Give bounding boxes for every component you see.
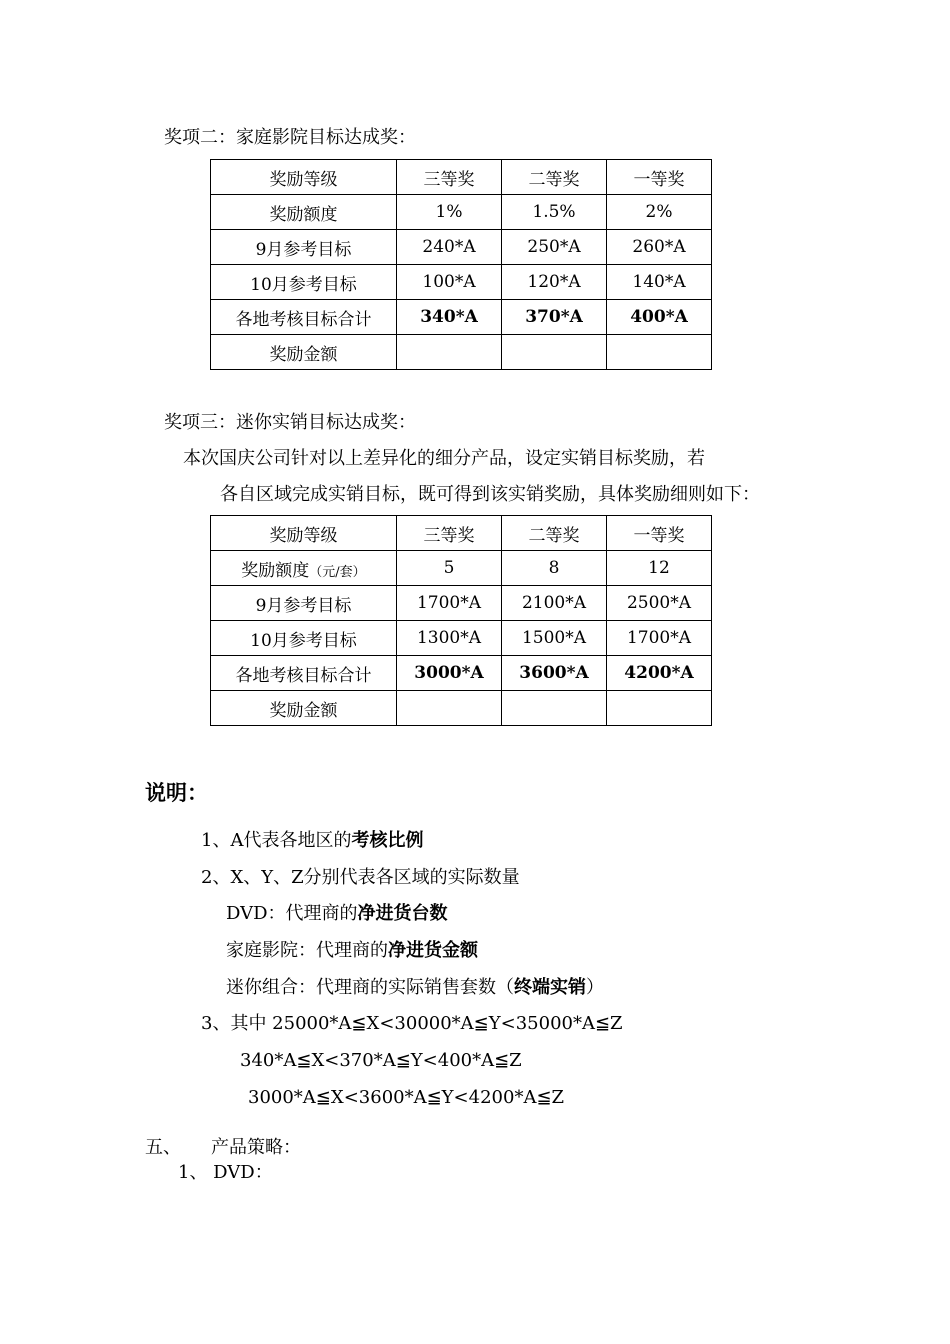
table-cell: 400*A: [607, 300, 712, 335]
section5-number: 五、: [145, 1137, 181, 1158]
table-cell: 二等奖: [502, 160, 607, 195]
table-cell: [211, 551, 397, 586]
table-cell: [607, 691, 712, 726]
note-mini-text: 迷你组合：代理商的实际销售套数（: [226, 977, 514, 998]
table-row: [211, 586, 712, 621]
section5-title: 产品策略：: [211, 1137, 301, 1158]
table-cell: [607, 335, 712, 370]
table-cell: 2%: [607, 195, 712, 230]
table-cell: 各地考核目标合计: [211, 300, 397, 335]
award3-intro-line2: 各自区域完成实销目标，既可得到该实销奖励，具体奖励细则如下：: [220, 484, 760, 505]
table-cell: 3600*A: [502, 656, 607, 691]
note-3-line3: 3000*A≦X<3600*A≦Y<4200*A≦Z: [248, 1087, 565, 1108]
note-dvd-text: DVD：代理商的: [226, 903, 358, 924]
table-row: [211, 335, 712, 370]
table-row: [211, 195, 712, 230]
table-cell: [397, 691, 502, 726]
table-cell: 240*A: [397, 230, 502, 265]
table-row: [211, 516, 712, 551]
table-row: [211, 691, 712, 726]
table-cell: 1%: [397, 195, 502, 230]
note-1: [201, 829, 423, 853]
table-row: [211, 621, 712, 656]
award2-table: [210, 159, 712, 370]
table-cell: 120*A: [502, 265, 607, 300]
table-cell: 1300*A: [397, 621, 502, 656]
table-cell: 一等奖: [607, 516, 712, 551]
table-row: [211, 160, 712, 195]
table-cell: 奖励等级: [211, 160, 397, 195]
table-cell: 10月参考目标: [211, 265, 397, 300]
table-cell: 4200*A: [607, 656, 712, 691]
table-cell: [397, 335, 502, 370]
note-dvd-bold: 净进货台数: [357, 903, 448, 924]
notes-heading: 说明：: [145, 781, 208, 805]
section5-item-1: 1、 DVD：: [178, 1162, 273, 1183]
table-cell: 奖励金额: [211, 691, 397, 726]
table-cell: 奖励金额: [211, 335, 397, 370]
table-cell: 9月参考目标: [211, 230, 397, 265]
table-cell: 370*A: [502, 300, 607, 335]
table-cell: 1500*A: [502, 621, 607, 656]
table-cell: 2500*A: [607, 586, 712, 621]
table-cell: 260*A: [607, 230, 712, 265]
note-home-theater: [226, 939, 478, 963]
table-cell: 各地考核目标合计: [211, 656, 397, 691]
table-row: [211, 551, 712, 586]
note-1-bold: 考核比例: [351, 830, 424, 851]
note-mini-bold: 终端实销: [514, 977, 586, 998]
amount-label: 奖励额度: [241, 560, 310, 581]
note-2: 2、X、Y、Z分别代表各区域的实际数量: [201, 867, 520, 888]
award3-intro-line1: 本次国庆公司针对以上差异化的细分产品，设定实销目标奖励，若: [183, 448, 705, 469]
table-cell: 三等奖: [397, 160, 502, 195]
table-row: [211, 656, 712, 691]
table-cell: 250*A: [502, 230, 607, 265]
table-cell: 1700*A: [397, 586, 502, 621]
table-cell: [502, 335, 607, 370]
table-cell: 1700*A: [607, 621, 712, 656]
award2-title: 奖项二：家庭影院目标达成奖：: [164, 127, 416, 148]
table-cell: 二等奖: [502, 516, 607, 551]
table-cell: 12: [607, 551, 712, 586]
note-dvd: [226, 902, 448, 926]
note-1-text: 1、A代表各地区的: [201, 830, 352, 851]
table-row: [211, 230, 712, 265]
table-row: [211, 265, 712, 300]
table-cell: 一等奖: [607, 160, 712, 195]
award3-table: [210, 515, 712, 726]
table-cell: 2100*A: [502, 586, 607, 621]
table-cell: 140*A: [607, 265, 712, 300]
note-ht-bold: 净进货金额: [388, 940, 478, 961]
table-cell: 5: [397, 551, 502, 586]
table-cell: 100*A: [397, 265, 502, 300]
table-row: [211, 300, 712, 335]
note-mini: [226, 976, 604, 1000]
table-cell: 奖励等级: [211, 516, 397, 551]
note-3-line2: 340*A≦X<370*A≦Y<400*A≦Z: [240, 1050, 522, 1071]
award3-title: 奖项三：迷你实销目标达成奖：: [164, 412, 416, 433]
table-cell: 三等奖: [397, 516, 502, 551]
table-cell: 3000*A: [397, 656, 502, 691]
table-cell: 10月参考目标: [211, 621, 397, 656]
table-cell: [502, 691, 607, 726]
table-cell: 340*A: [397, 300, 502, 335]
table-cell: 8: [502, 551, 607, 586]
note-mini-suffix: ）: [586, 977, 604, 998]
table-cell: 9月参考目标: [211, 586, 397, 621]
note-3: 3、其中 25000*A≦X<30000*A≦Y<35000*A≦Z: [201, 1013, 623, 1034]
note-ht-text: 家庭影院：代理商的: [226, 940, 388, 961]
amount-unit: （元/套）: [309, 564, 366, 580]
table-cell: 奖励额度: [211, 195, 397, 230]
table-cell: 1.5%: [502, 195, 607, 230]
